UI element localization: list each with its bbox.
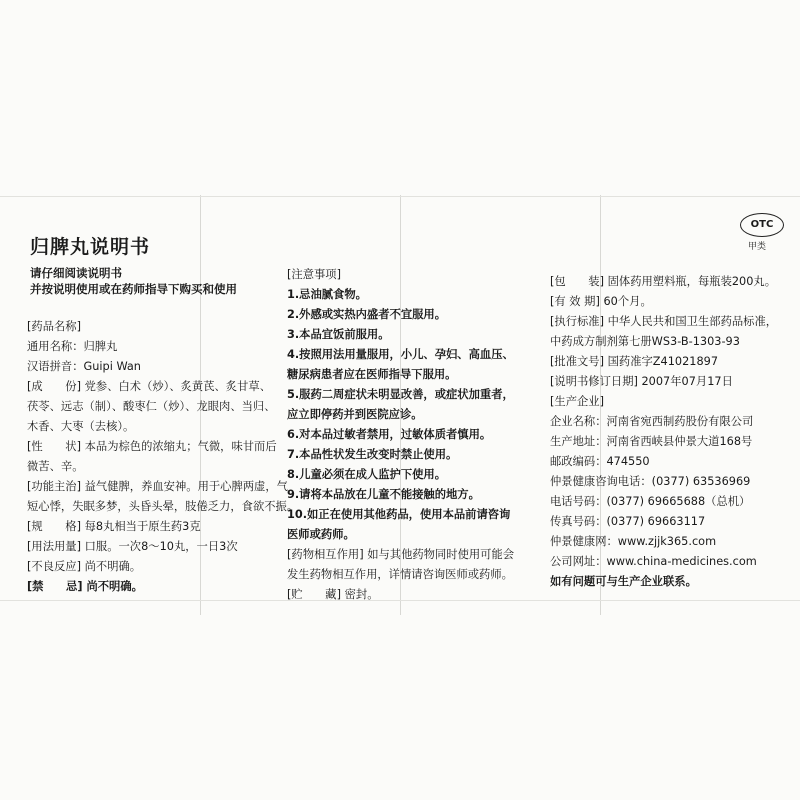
precautions-heading: [注意事项] bbox=[287, 268, 342, 281]
subtitle-line-2: 并按说明使用或在药师指导下购买和使用 bbox=[30, 282, 237, 296]
description-cont: 微苦、辛。 bbox=[27, 460, 84, 473]
column-drug-info bbox=[27, 317, 298, 597]
adverse-reactions: [不良反应] 尚不明确。 bbox=[27, 560, 142, 573]
fold-line bbox=[0, 196, 800, 197]
otc-category: 甲类 bbox=[748, 242, 767, 252]
precaution-item: 9.请将本品放在儿童不能接触的地方。 bbox=[287, 488, 480, 501]
precaution-item: 1.忌油腻食物。 bbox=[287, 288, 367, 301]
company-address: 生产地址：河南省西峡县仲景大道168号 bbox=[550, 435, 753, 448]
precaution-item: 5.服药二周症状未明显改善，或症状加重者， bbox=[287, 388, 514, 401]
consult-phone: 仲景健康咨询电话：(0377) 63536969 bbox=[550, 475, 751, 488]
precaution-item: 6.对本品过敏者禁用，过敏体质者慎用。 bbox=[287, 428, 492, 441]
precaution-item: 2.外感或实热内盛者不宜服用。 bbox=[287, 308, 447, 321]
phone-number: 电话号码：(0377) 69665688（总机） bbox=[550, 495, 751, 508]
dosage: [用法用量] 口服。一次8～10丸，一日3次 bbox=[27, 540, 238, 553]
specification: [规 格] 每8丸相当于原生药3克 bbox=[27, 520, 201, 533]
standard-cont: 中药成方制剂第七册WS3-B-1303-93 bbox=[550, 335, 740, 348]
contact-note: 如有问题可与生产企业联系。 bbox=[550, 575, 697, 588]
revision-date: [说明书修订日期] 2007年07月17日 bbox=[550, 375, 733, 388]
company-name: 企业名称：河南省宛西制药股份有限公司 bbox=[550, 415, 754, 428]
indications: [功能主治] 益气健脾，养血安神。用于心脾两虚，气 bbox=[27, 480, 288, 493]
precaution-item: 8.儿童必须在成人监护下使用。 bbox=[287, 468, 447, 481]
precaution-item: 4.按照用法用量服用，小儿、孕妇、高血压、 bbox=[287, 348, 514, 361]
ingredients-cont: 木香、大枣（去核）。 bbox=[27, 420, 135, 433]
precaution-item-cont: 糖尿病患者应在医师指导下服用。 bbox=[287, 368, 457, 381]
drug-name-heading: [药品名称] bbox=[27, 320, 82, 333]
ingredients: [成 份] 党参、白术（炒）、炙黄芪、炙甘草、 bbox=[27, 380, 271, 393]
fax-number: 传真号码：(0377) 69663117 bbox=[550, 515, 706, 528]
manufacturer-heading: [生产企业] bbox=[550, 395, 605, 408]
subtitle-line-1: 请仔细阅读说明书 bbox=[30, 266, 122, 280]
document-title: 归脾丸说明书 bbox=[30, 236, 151, 258]
health-website: 仲景健康网：www.zjjk365.com bbox=[550, 535, 717, 548]
generic-name: 通用名称：归脾丸 bbox=[27, 340, 118, 353]
otc-badge: OTC bbox=[740, 213, 784, 237]
packaging: [包 装] 固体药用塑料瓶，每瓶装200丸。 bbox=[550, 275, 777, 288]
precaution-item-cont: 医师或药师。 bbox=[287, 528, 355, 541]
drug-interactions: [药物相互作用] 如与其他药物同时使用可能会 bbox=[287, 548, 515, 561]
column-precautions bbox=[287, 265, 514, 605]
description: [性 状] 本品为棕色的浓缩丸；气微，味甘而后 bbox=[27, 440, 277, 453]
precaution-item: 10.如正在使用其他药品，使用本品前请咨询 bbox=[287, 508, 511, 521]
shelf-life: [有 效 期] 60个月。 bbox=[550, 295, 652, 308]
precaution-item-cont: 应立即停药并到医院应诊。 bbox=[287, 408, 423, 421]
ingredients-cont: 茯苓、远志（制）、酸枣仁（炒）、龙眼肉、当归、 bbox=[27, 400, 276, 413]
contraindications: [禁 忌] 尚不明确。 bbox=[27, 580, 143, 593]
approval-number: [批准文号] 国药准字Z41021897 bbox=[550, 355, 719, 368]
storage: [贮 藏] 密封。 bbox=[287, 588, 379, 601]
indications-cont: 短心悸，失眠多梦，头昏头晕，肢倦乏力，食欲不振。 bbox=[27, 500, 299, 513]
column-manufacturer bbox=[550, 272, 777, 592]
postal-code: 邮政编码：474550 bbox=[550, 455, 650, 468]
precaution-item: 3.本品宜饭前服用。 bbox=[287, 328, 390, 341]
company-website: 公司网址：www.china-medicines.com bbox=[550, 555, 757, 568]
pinyin-name: 汉语拼音：Guipi Wan bbox=[27, 360, 141, 373]
drug-interactions-cont: 发生药物相互作用，详情请咨询医师或药师。 bbox=[287, 568, 513, 581]
standard: [执行标准] 中华人民共和国卫生部药品标准， bbox=[550, 315, 778, 328]
precaution-item: 7.本品性状发生改变时禁止使用。 bbox=[287, 448, 458, 461]
